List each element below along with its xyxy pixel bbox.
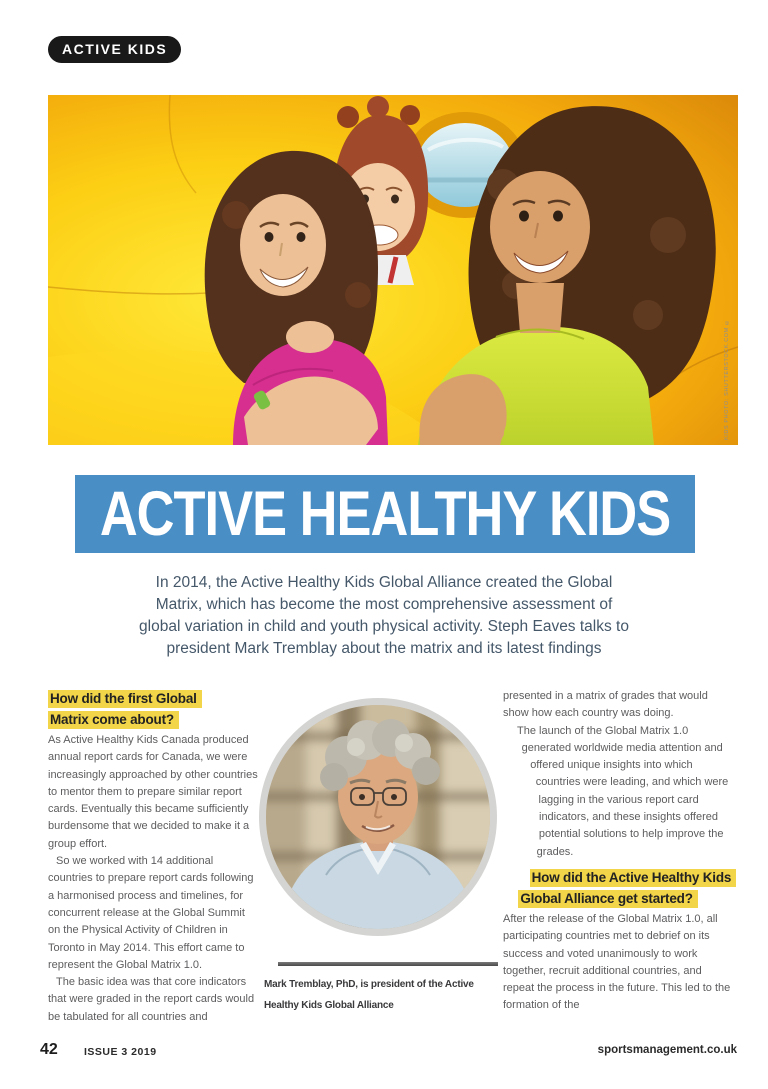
highlighted-text: Matrix come about? bbox=[48, 711, 179, 729]
intro-line: global variation in child and youth physical activity. Steph Eaves talks to bbox=[139, 618, 629, 635]
paragraph: After the release of the Global Matrix 1.0, all participating countries met to debrief on its success and voted unanimously to work together, recruit additional countries, and repeat the process in the future. This led to the formation of the bbox=[503, 912, 731, 1012]
mark-tremblay-portrait bbox=[259, 698, 497, 936]
article-column-right bbox=[503, 688, 735, 1015]
page-number: 42 bbox=[40, 1041, 58, 1058]
intro-line: In 2014, the Active Healthy Kids Global Alliance created the Global bbox=[155, 574, 613, 591]
heading-line bbox=[503, 888, 735, 909]
kids-tunnel-photo bbox=[48, 95, 738, 445]
heading-line bbox=[503, 867, 735, 888]
section-badge bbox=[48, 36, 181, 63]
intro-line: Matrix, which has become the most comprehensive assessment of bbox=[155, 596, 613, 613]
website-url: sportsmanagement.co.uk bbox=[597, 1044, 737, 1056]
article-column-left bbox=[48, 688, 260, 1026]
right-column-paragraphs-bottom bbox=[503, 911, 735, 1015]
portrait-caption: Mark Tremblay, PhD, is president of the Active Healthy Kids Global Alliance bbox=[264, 979, 474, 1011]
paragraph: As Active Healthy Kids Canada produced annual report cards for Canada, we were increasingly approached by other countries to mentor them to prepare similar report cards. Eventually this became sufficiently burdensome that we decided to make it a group effort. bbox=[48, 734, 258, 850]
portrait-illustration bbox=[266, 705, 490, 929]
question-heading-1 bbox=[48, 688, 260, 730]
article-title-banner bbox=[75, 475, 695, 553]
section-badge-label: ACTIVE KIDS bbox=[62, 41, 168, 57]
standfirst bbox=[98, 572, 670, 660]
question-heading-2 bbox=[503, 867, 735, 909]
heading-line bbox=[48, 709, 260, 730]
photo-credit: KIDS PHOTO: SHUTTERSTOCK.COM © bbox=[724, 318, 730, 440]
intro-line: president Mark Tremblay about the matrix and its latest findings bbox=[166, 640, 602, 657]
highlighted-text: Global Alliance get started? bbox=[518, 890, 697, 908]
paragraph: presented in a matrix of grades that would show how each country was doing. bbox=[503, 690, 708, 720]
highlighted-text: How did the Active Healthy Kids bbox=[530, 869, 737, 887]
issue-label: ISSUE 3 2019 bbox=[84, 1046, 157, 1058]
kids-photo-illustration bbox=[48, 95, 738, 445]
paragraph: So we worked with 14 additional countries to prepare report cards following a harmonised process and timelines, for concurrent release at the Global Summit on the Physical Activity of Children in Toronto in May 2014. This effort came to represent the Global Matrix 1.0. bbox=[48, 855, 254, 971]
paragraph: The basic idea was that core indicators that were graded in the report cards would be tabulated for all countries and bbox=[48, 976, 255, 1023]
highlighted-text: How did the first Global bbox=[48, 690, 202, 708]
paragraph: The launch of the Global Matrix 1.0 generated worldwide media attention and offered unique insights into which countries were leading, and which were lagging in the various report card indicators, and these insights offered potential solutions to help improve the grades. bbox=[517, 724, 729, 858]
heading-line bbox=[48, 688, 260, 709]
left-column-paragraphs bbox=[48, 732, 260, 1026]
article-title: ACTIVE HEALTHY KIDS bbox=[99, 479, 671, 549]
caption-rule bbox=[278, 962, 498, 966]
